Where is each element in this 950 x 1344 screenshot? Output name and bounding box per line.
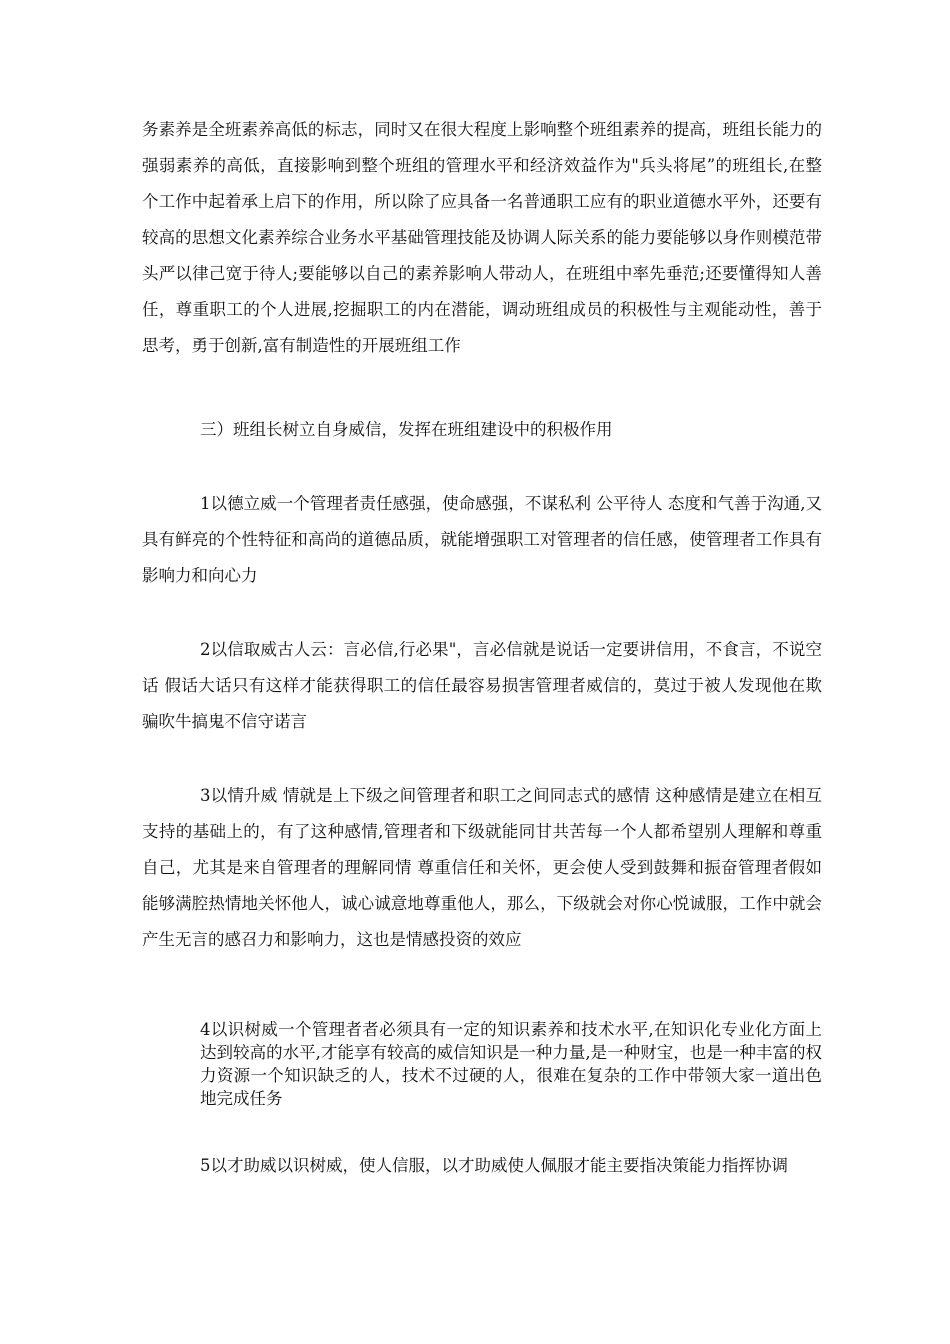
paragraph-2: 2以信取威古人云：言必信,行必果"，言必信就是说话一定要讲信用，不食言，不说空话 假话大话只有这样才能获得职工的信任最容易损害管理者威信的，莫过于被人发现他在欺骗吹牛搞鬼不信守诺言	[142, 640, 822, 731]
paragraph-1: 1以德立威一个管理者责任感强，使命感强，不谋私利 公平待人 态度和气善于沟通,又具有鲜亮的个性特征和高尚的道德品质，就能增强职工对管理者的信任感，使管理者工作具有影响力和向心力	[142, 494, 822, 585]
section-heading: 三）班组长树立自身威信，发挥在班组建设中的积极作用	[200, 420, 613, 439]
paragraph-5: 5以才助威以识树威，使人信服，以才助威使人佩服才能主要指决策能力指挥协调	[200, 1156, 788, 1175]
paragraph-3: 3以情升威 情就是上下级之间管理者和职工之间同志式的感情 这种感情是建立在相互支持的基础上的，有了这种感情,管理者和下级就能同甘共苦每一个人都希望别人理解和尊重自己，尤其是来自管理者的理解同情 尊重信任和关怀，更会使人受到鼓舞和振奋管理者假如能够满腔热情地关怀他人，诚心诚意地尊重他人，那么，下级就会对你心悦诚服，工作中就会产生无言的感召力和影响力，这也是情感投资的效应	[142, 786, 822, 949]
paragraph-4: 4以识树威一个管理者者必须具有一定的知识素养和技术水平,在知识化专业化方面上达到较高的水平,才能享有较高的威信知识是一种力量,是一种财宝，也是一种丰富的权力资源一个知识缺乏的人，技术不过硬的人，很难在复杂的工作中带领大家一道出色地完成任务	[200, 1020, 822, 1108]
intro-paragraph: 务素养是全班素养高低的标志，同时又在很大程度上影响整个班组素养的提高，班组长能力的强弱素养的高低，直接影响到整个班组的管理水平和经济效益作为"兵头将尾”的班组长,在整个工作中起着承上启下的作用，所以除了应具备一名普通职工应有的职业道德水平外，还要有较高的思想文化素养综合业务水平基础管理技能及协调人际关系的能力要能够以身作则模范带头严以律己宽于待人;要能够以自己的素养影响人带动人，在班组中率先垂范;还要懂得知人善任，尊重职工的个人进展,挖掘职工的内在潜能，调动班组成员的积极性与主观能动性，善于思考，勇于创新,富有制造性的开展班组工作	[142, 120, 822, 355]
